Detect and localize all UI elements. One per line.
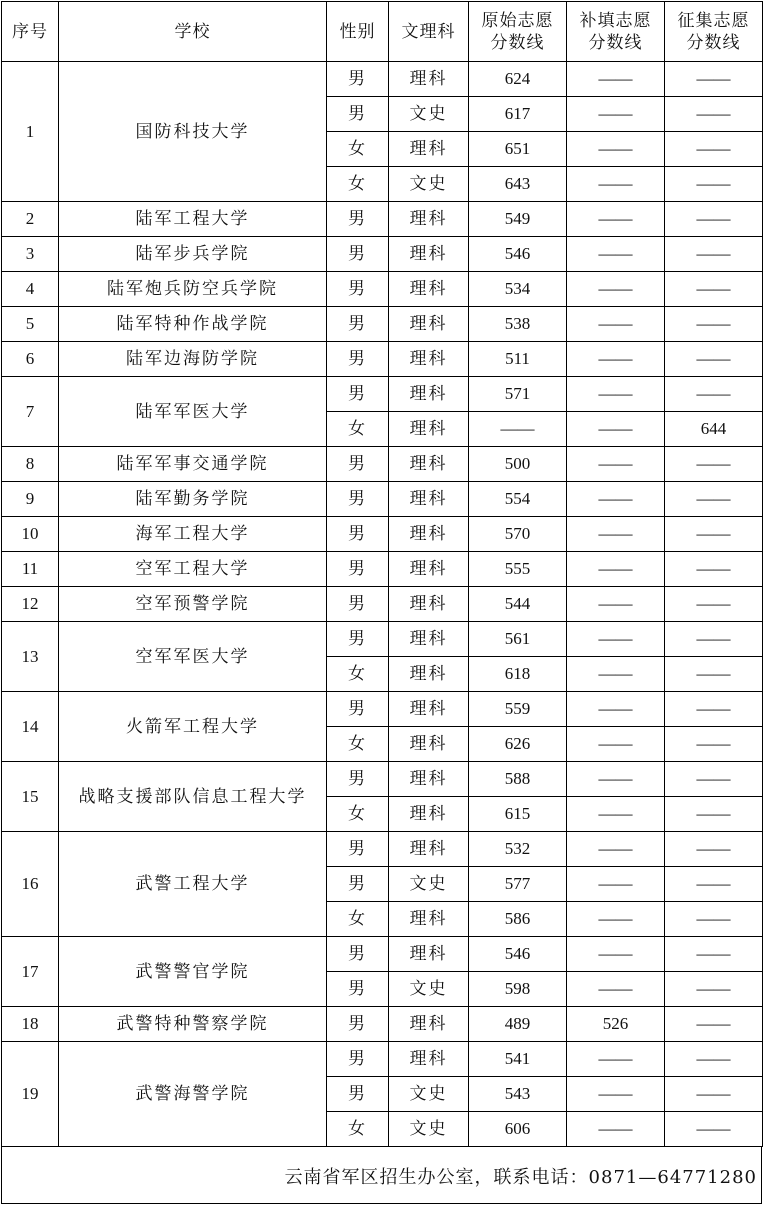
row-index: 5 [2, 307, 59, 342]
school-name: 武警警官学院 [59, 937, 327, 1007]
header-original-score [469, 2, 567, 62]
header-original-line1: 原始志愿 [481, 10, 554, 31]
original-score-cell: 561 [469, 622, 567, 657]
track-cell: 文史 [389, 97, 469, 132]
gender-cell: 男 [327, 937, 389, 972]
header-supplement-score [567, 2, 665, 62]
gender-cell: 男 [327, 517, 389, 552]
gender-cell: 男 [327, 62, 389, 97]
row-index: 9 [2, 482, 59, 517]
original-score-cell: 554 [469, 482, 567, 517]
table-row [2, 62, 763, 97]
gender-cell: 男 [327, 972, 389, 1007]
original-score-cell: 618 [469, 657, 567, 692]
supplement-score-cell: —— [567, 517, 665, 552]
collect-score-cell: —— [665, 727, 763, 762]
collect-score-cell: —— [665, 587, 763, 622]
school-name: 陆军炮兵防空兵学院 [59, 272, 327, 307]
school-name: 陆军军医大学 [59, 377, 327, 447]
supplement-score-cell: —— [567, 1077, 665, 1112]
collect-score-cell: —— [665, 622, 763, 657]
gender-cell: 男 [327, 692, 389, 727]
table-row [2, 342, 763, 377]
track-cell: 理科 [389, 447, 469, 482]
gender-cell: 女 [327, 1112, 389, 1147]
original-score-cell: 534 [469, 272, 567, 307]
track-cell: 理科 [389, 552, 469, 587]
table-row [2, 622, 763, 657]
original-score-cell: 541 [469, 1042, 567, 1077]
collect-score-cell: —— [665, 797, 763, 832]
gender-cell: 男 [327, 342, 389, 377]
collect-score-cell: —— [665, 272, 763, 307]
gender-cell: 男 [327, 867, 389, 902]
table-header [2, 2, 763, 62]
header-track: 文理科 [389, 2, 469, 62]
track-cell: 理科 [389, 1042, 469, 1077]
school-name: 武警工程大学 [59, 832, 327, 937]
track-cell: 理科 [389, 272, 469, 307]
header-supplement-line2: 分数线 [588, 32, 643, 53]
track-cell: 理科 [389, 517, 469, 552]
gender-cell: 男 [327, 97, 389, 132]
row-index: 18 [2, 1007, 59, 1042]
collect-score-cell: —— [665, 62, 763, 97]
table-row [2, 587, 763, 622]
table-row [2, 307, 763, 342]
table-row [2, 517, 763, 552]
school-name: 空军军医大学 [59, 622, 327, 692]
supplement-score-cell: —— [567, 867, 665, 902]
track-cell: 理科 [389, 622, 469, 657]
collect-score-cell: —— [665, 342, 763, 377]
table-row [2, 447, 763, 482]
gender-cell: 男 [327, 587, 389, 622]
table-row [2, 237, 763, 272]
gender-cell: 女 [327, 727, 389, 762]
school-name: 陆军军事交通学院 [59, 447, 327, 482]
gender-cell: 男 [327, 552, 389, 587]
table-row [2, 762, 763, 797]
supplement-score-cell: —— [567, 972, 665, 1007]
collect-score-cell: —— [665, 902, 763, 937]
collect-score-cell: —— [665, 517, 763, 552]
gender-cell: 男 [327, 1042, 389, 1077]
original-score-cell: 532 [469, 832, 567, 867]
row-index: 8 [2, 447, 59, 482]
track-cell: 理科 [389, 692, 469, 727]
supplement-score-cell: —— [567, 657, 665, 692]
collect-score-cell: —— [665, 307, 763, 342]
table-row [2, 202, 763, 237]
footer [1, 1147, 762, 1204]
track-cell: 文史 [389, 1077, 469, 1112]
gender-cell: 女 [327, 797, 389, 832]
supplement-score-cell: —— [567, 167, 665, 202]
track-cell: 理科 [389, 482, 469, 517]
school-name: 武警海警学院 [59, 1042, 327, 1147]
header-original-line2: 分数线 [490, 32, 545, 53]
original-score-cell: 598 [469, 972, 567, 1007]
supplement-score-cell: —— [567, 622, 665, 657]
original-score-cell: 543 [469, 1077, 567, 1112]
school-name: 火箭军工程大学 [59, 692, 327, 762]
track-cell: 理科 [389, 902, 469, 937]
supplement-score-cell: —— [567, 237, 665, 272]
school-name: 武警特种警察学院 [59, 1007, 327, 1042]
original-score-cell: 588 [469, 762, 567, 797]
table-row [2, 377, 763, 412]
gender-cell: 男 [327, 762, 389, 797]
row-index: 15 [2, 762, 59, 832]
collect-score-cell: —— [665, 1077, 763, 1112]
gender-cell: 男 [327, 307, 389, 342]
row-index: 7 [2, 377, 59, 447]
collect-score-cell: —— [665, 832, 763, 867]
school-name: 陆军勤务学院 [59, 482, 327, 517]
supplement-score-cell: —— [567, 132, 665, 167]
collect-score-cell: —— [665, 377, 763, 412]
collect-score-cell: —— [665, 132, 763, 167]
table-row [2, 1042, 763, 1077]
supplement-score-cell: —— [567, 412, 665, 447]
collect-score-cell: 644 [665, 412, 763, 447]
supplement-score-cell: —— [567, 587, 665, 622]
school-name: 陆军特种作战学院 [59, 307, 327, 342]
supplement-score-cell: —— [567, 1112, 665, 1147]
header-supplement-line1: 补填志愿 [579, 10, 652, 31]
track-cell: 文史 [389, 867, 469, 902]
original-score-cell: 643 [469, 167, 567, 202]
table-body [2, 62, 763, 1147]
original-score-cell: 500 [469, 447, 567, 482]
row-index: 16 [2, 832, 59, 937]
track-cell: 理科 [389, 937, 469, 972]
row-index: 17 [2, 937, 59, 1007]
school-name: 陆军工程大学 [59, 202, 327, 237]
track-cell: 文史 [389, 1112, 469, 1147]
supplement-score-cell: —— [567, 307, 665, 342]
row-index: 6 [2, 342, 59, 377]
school-name: 空军预警学院 [59, 587, 327, 622]
collect-score-cell: —— [665, 167, 763, 202]
row-index: 1 [2, 62, 59, 202]
gender-cell: 男 [327, 377, 389, 412]
supplement-score-cell: —— [567, 97, 665, 132]
collect-score-cell: —— [665, 972, 763, 1007]
table-row [2, 832, 763, 867]
row-index: 11 [2, 552, 59, 587]
collect-score-cell: —— [665, 482, 763, 517]
school-name: 海军工程大学 [59, 517, 327, 552]
gender-cell: 女 [327, 412, 389, 447]
table-row [2, 272, 763, 307]
gender-cell: 女 [327, 657, 389, 692]
original-score-cell: 586 [469, 902, 567, 937]
collect-score-cell: —— [665, 447, 763, 482]
supplement-score-cell: —— [567, 692, 665, 727]
original-score-cell: 489 [469, 1007, 567, 1042]
original-score-cell: 511 [469, 342, 567, 377]
track-cell: 理科 [389, 62, 469, 97]
supplement-score-cell: —— [567, 832, 665, 867]
track-cell: 理科 [389, 587, 469, 622]
supplement-score-cell: —— [567, 727, 665, 762]
supplement-score-cell: —— [567, 272, 665, 307]
table-row [2, 482, 763, 517]
school-name: 空军工程大学 [59, 552, 327, 587]
gender-cell: 男 [327, 482, 389, 517]
track-cell: 理科 [389, 657, 469, 692]
row-index: 12 [2, 587, 59, 622]
supplement-score-cell: —— [567, 762, 665, 797]
gender-cell: 男 [327, 202, 389, 237]
track-cell: 理科 [389, 832, 469, 867]
original-score-cell: 546 [469, 237, 567, 272]
gender-cell: 女 [327, 902, 389, 937]
header-collect-line1: 征集志愿 [677, 10, 750, 31]
table-row [2, 552, 763, 587]
gender-cell: 男 [327, 1007, 389, 1042]
collect-score-cell: —— [665, 202, 763, 237]
school-name: 陆军步兵学院 [59, 237, 327, 272]
header-index: 序号 [2, 2, 59, 62]
supplement-score-cell: —— [567, 202, 665, 237]
collect-score-cell: —— [665, 237, 763, 272]
original-score-cell: 651 [469, 132, 567, 167]
header-collect-line2: 分数线 [686, 32, 741, 53]
original-score-cell: 546 [469, 937, 567, 972]
collect-score-cell: —— [665, 552, 763, 587]
table-row [2, 1007, 763, 1042]
supplement-score-cell: —— [567, 797, 665, 832]
track-cell: 理科 [389, 132, 469, 167]
school-name: 战略支援部队信息工程大学 [59, 762, 327, 832]
track-cell: 理科 [389, 237, 469, 272]
track-cell: 理科 [389, 762, 469, 797]
header-school: 学校 [59, 2, 327, 62]
track-cell: 理科 [389, 797, 469, 832]
original-score-cell: —— [469, 412, 567, 447]
track-cell: 理科 [389, 342, 469, 377]
original-score-cell: 624 [469, 62, 567, 97]
track-cell: 理科 [389, 377, 469, 412]
original-score-cell: 606 [469, 1112, 567, 1147]
gender-cell: 男 [327, 832, 389, 867]
supplement-score-cell: 526 [567, 1007, 665, 1042]
supplement-score-cell: —— [567, 342, 665, 377]
school-name: 国防科技大学 [59, 62, 327, 202]
track-cell: 文史 [389, 972, 469, 1007]
gender-cell: 男 [327, 272, 389, 307]
collect-score-cell: —— [665, 1007, 763, 1042]
row-index: 2 [2, 202, 59, 237]
track-cell: 理科 [389, 1007, 469, 1042]
school-name: 陆军边海防学院 [59, 342, 327, 377]
gender-cell: 男 [327, 622, 389, 657]
original-score-cell: 570 [469, 517, 567, 552]
supplement-score-cell: —— [567, 902, 665, 937]
original-score-cell: 544 [469, 587, 567, 622]
row-index: 19 [2, 1042, 59, 1147]
original-score-cell: 549 [469, 202, 567, 237]
original-score-cell: 577 [469, 867, 567, 902]
collect-score-cell: —— [665, 762, 763, 797]
collect-score-cell: —— [665, 937, 763, 972]
gender-cell: 男 [327, 447, 389, 482]
supplement-score-cell: —— [567, 552, 665, 587]
row-index: 10 [2, 517, 59, 552]
original-score-cell: 617 [469, 97, 567, 132]
table-row [2, 692, 763, 727]
supplement-score-cell: —— [567, 937, 665, 972]
original-score-cell: 538 [469, 307, 567, 342]
supplement-score-cell: —— [567, 377, 665, 412]
collect-score-cell: —— [665, 97, 763, 132]
collect-score-cell: —— [665, 657, 763, 692]
collect-score-cell: —— [665, 867, 763, 902]
supplement-score-cell: —— [567, 482, 665, 517]
row-index: 3 [2, 237, 59, 272]
score-table [1, 1, 763, 1147]
gender-cell: 男 [327, 237, 389, 272]
collect-score-cell: —— [665, 1042, 763, 1077]
track-cell: 理科 [389, 307, 469, 342]
footer-contact: 云南省军区招生办公室，联系电话：0871—64771280 [284, 1167, 757, 1188]
table-row [2, 937, 763, 972]
row-index: 13 [2, 622, 59, 692]
gender-cell: 女 [327, 167, 389, 202]
row-index: 14 [2, 692, 59, 762]
collect-score-cell: —— [665, 692, 763, 727]
supplement-score-cell: —— [567, 62, 665, 97]
track-cell: 理科 [389, 727, 469, 762]
supplement-score-cell: —— [567, 1042, 665, 1077]
original-score-cell: 571 [469, 377, 567, 412]
gender-cell: 女 [327, 132, 389, 167]
header-collect-score [665, 2, 763, 62]
original-score-cell: 555 [469, 552, 567, 587]
original-score-cell: 559 [469, 692, 567, 727]
track-cell: 理科 [389, 412, 469, 447]
supplement-score-cell: —— [567, 447, 665, 482]
gender-cell: 男 [327, 1077, 389, 1112]
original-score-cell: 626 [469, 727, 567, 762]
header-gender: 性别 [327, 2, 389, 62]
track-cell: 理科 [389, 202, 469, 237]
header-row [2, 2, 763, 62]
track-cell: 文史 [389, 167, 469, 202]
original-score-cell: 615 [469, 797, 567, 832]
collect-score-cell: —— [665, 1112, 763, 1147]
row-index: 4 [2, 272, 59, 307]
